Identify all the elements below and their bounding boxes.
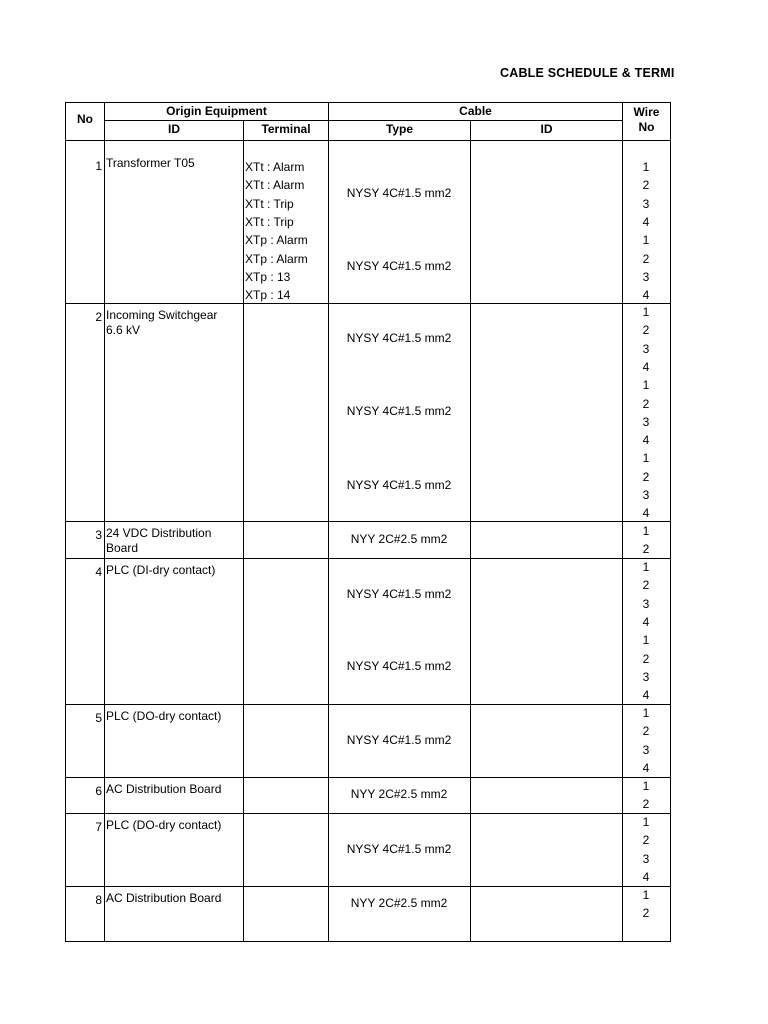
terminal-label: XTt : Trip [245,196,294,211]
wire-number: 1 [642,560,650,574]
row-divider [65,813,671,814]
row-number: 6 [95,784,102,798]
wire-number: 2 [642,396,650,411]
wire-number: 1 [642,815,650,829]
wire-number: 1 [642,779,650,793]
wire-number: 2 [642,651,650,666]
wire-number: 1 [642,888,650,902]
cable-type: NYY 2C#2.5 mm2 [350,532,448,546]
wire-number: 4 [642,214,650,229]
origin-equipment-id: Board [106,541,139,555]
header-terminal: Terminal [261,122,311,136]
header-cable-type: Type [385,122,414,136]
cable-type: NYSY 4C#1.5 mm2 [346,259,452,273]
origin-equipment-id: 6.6 kV [106,323,141,337]
wire-number: 1 [642,524,650,538]
row-number: 5 [95,711,102,725]
row-divider [65,777,671,778]
cable-type: NYSY 4C#1.5 mm2 [346,186,452,200]
header-subdivider [104,120,622,121]
origin-equipment-id: Incoming Switchgear [106,308,218,322]
row-number: 7 [95,820,102,834]
row-divider [65,558,671,559]
wire-number: 2 [642,542,650,557]
row-number: 4 [95,565,102,579]
wire-number: 4 [642,288,650,303]
header-no: No [77,112,93,126]
table-border-left [65,102,66,942]
header-cable-id: ID [540,122,553,136]
cable-type: NYSY 4C#1.5 mm2 [346,478,452,492]
table-border-bottom [65,941,671,942]
column-divider [104,102,105,942]
row-divider [65,704,671,705]
origin-equipment-id: PLC (DO-dry contact) [106,818,222,832]
origin-equipment-id: PLC (DO-dry contact) [106,709,222,723]
wire-number: 2 [642,323,650,338]
wire-number: 4 [642,688,650,703]
cable-type: NYY 2C#2.5 mm2 [350,787,448,801]
wire-number: 2 [642,833,650,848]
origin-equipment-id: 24 VDC Distribution [106,526,212,540]
wire-number: 1 [642,451,650,466]
terminal-label: XTp : 13 [245,269,291,284]
wire-number: 1 [642,706,650,720]
table-border-top [65,102,671,103]
origin-equipment-id: AC Distribution Board [106,782,222,796]
origin-equipment-id: PLC (DI-dry contact) [106,563,216,577]
wire-number: 3 [642,414,650,429]
wire-number: 3 [642,196,650,211]
wire-number: 3 [642,851,650,866]
row-number: 8 [95,893,102,907]
header-cable: Cable [459,104,492,118]
row-number: 1 [95,159,102,173]
header-origin-equipment: Origin Equipment [166,104,267,118]
column-divider [470,120,471,942]
wire-number: 4 [642,760,650,775]
terminal-label: XTp : 14 [245,288,291,303]
wire-number: 3 [642,341,650,356]
terminal-label: XTp : Alarm [245,251,308,266]
wire-number: 2 [642,178,650,193]
row-divider [65,886,671,887]
wire-number: 2 [642,724,650,739]
header-wire-no-line1: Wire [633,105,660,119]
wire-number: 1 [642,305,650,319]
terminal-label: XTt : Alarm [245,160,305,174]
cable-type: NYSY 4C#1.5 mm2 [346,659,452,673]
wire-number: 2 [642,797,650,812]
wire-number: 1 [642,233,650,248]
wire-number: 1 [642,160,650,174]
wire-number: 4 [642,359,650,374]
row-divider [65,521,671,522]
row-number: 2 [95,310,102,324]
cable-type: NYSY 4C#1.5 mm2 [346,733,452,747]
terminal-label: XTp : Alarm [245,233,308,248]
wire-number: 4 [642,433,650,448]
wire-number: 4 [642,614,650,629]
wire-number: 1 [642,633,650,648]
wire-number: 3 [642,669,650,684]
cable-type: NYSY 4C#1.5 mm2 [346,587,452,601]
wire-number: 3 [642,596,650,611]
wire-number: 3 [642,488,650,502]
document-title: CABLE SCHEDULE & TERMI [500,66,675,80]
row-number: 3 [95,528,102,542]
wire-number: 4 [642,506,650,521]
row-divider [65,140,671,141]
terminal-label: XTt : Trip [245,214,294,229]
wire-number: 3 [642,269,650,284]
header-wire-no-line2: No [638,120,655,134]
cable-type: NYSY 4C#1.5 mm2 [346,404,452,418]
wire-number: 3 [642,742,650,757]
cable-type: NYSY 4C#1.5 mm2 [346,331,452,345]
origin-equipment-id: AC Distribution Board [106,891,222,905]
origin-equipment-id: Transformer T05 [106,156,195,170]
column-divider [328,102,329,942]
wire-number: 1 [642,378,650,393]
cable-type: NYSY 4C#1.5 mm2 [346,842,452,856]
terminal-label: XTt : Alarm [245,178,305,193]
wire-number: 2 [642,578,650,593]
column-divider [243,120,244,942]
header-origin-id: ID [168,122,180,136]
row-divider [65,303,671,304]
cable-type: NYY 2C#2.5 mm2 [350,896,448,910]
wire-number: 4 [642,869,650,884]
wire-number: 2 [642,469,650,484]
wire-number: 2 [642,906,650,921]
table-border-right [670,102,671,942]
wire-number: 2 [642,251,650,266]
